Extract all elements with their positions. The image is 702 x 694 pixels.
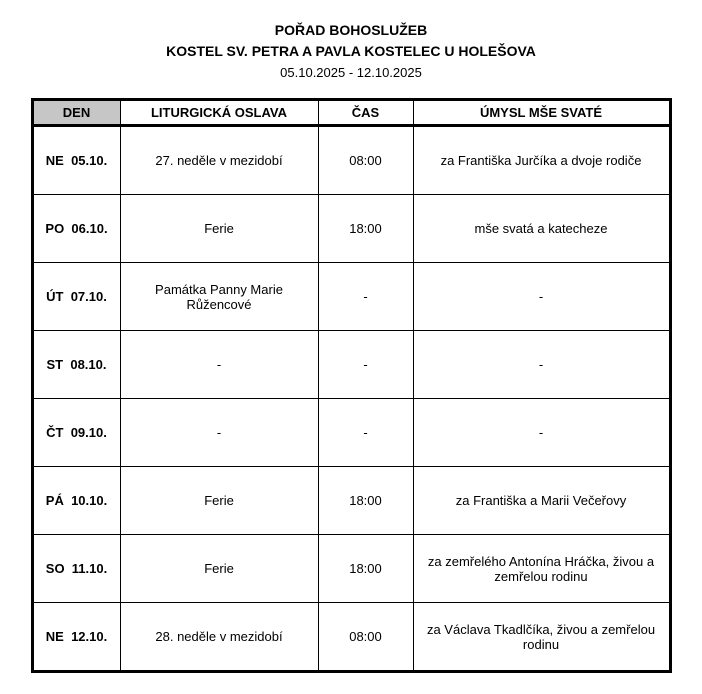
page-subtitle: KOSTEL SV. PETRA A PAVLA KOSTELEC U HOLEŠOVA bbox=[166, 43, 536, 59]
cell-celebration: Památka Panny Marie Růžencové bbox=[120, 263, 318, 331]
cell-intention: za zemřelého Antonína Hráčka, živou a zemřelou rodinu bbox=[413, 535, 670, 603]
header-row bbox=[32, 100, 670, 126]
cell-intention: - bbox=[413, 263, 670, 331]
cell-celebration: - bbox=[120, 399, 318, 467]
date-range: 05.10.2025 - 12.10.2025 bbox=[280, 65, 422, 80]
cell-day: PÁ 10.10. bbox=[32, 467, 120, 535]
cell-intention: - bbox=[413, 331, 670, 399]
table-row bbox=[32, 331, 670, 399]
cell-time: - bbox=[318, 399, 413, 467]
cell-intention: mše svatá a katecheze bbox=[413, 195, 670, 263]
col-header-celebration: LITURGICKÁ OSLAVA bbox=[120, 100, 318, 126]
cell-day: ÚT 07.10. bbox=[32, 263, 120, 331]
cell-day: PO 06.10. bbox=[32, 195, 120, 263]
table-row bbox=[32, 535, 670, 603]
cell-time: 18:00 bbox=[318, 195, 413, 263]
cell-intention: za Václava Tkadlčíka, živou a zemřelou rodinu bbox=[413, 603, 670, 672]
col-header-intention: ÚMYSL MŠE SVATÉ bbox=[413, 100, 670, 126]
cell-time: 08:00 bbox=[318, 603, 413, 672]
cell-time: 18:00 bbox=[318, 535, 413, 603]
document-header bbox=[0, 20, 702, 83]
table-row bbox=[32, 195, 670, 263]
col-header-time: ČAS bbox=[318, 100, 413, 126]
cell-celebration: 27. neděle v mezidobí bbox=[120, 126, 318, 195]
cell-celebration: 28. neděle v mezidobí bbox=[120, 603, 318, 672]
schedule-table bbox=[31, 98, 672, 673]
cell-celebration: Ferie bbox=[120, 467, 318, 535]
cell-celebration: - bbox=[120, 331, 318, 399]
col-header-day: DEN bbox=[32, 100, 120, 126]
table-row bbox=[32, 126, 670, 195]
page-title: POŘAD BOHOSLUŽEB bbox=[274, 22, 428, 38]
cell-celebration: Ferie bbox=[120, 195, 318, 263]
cell-intention: za Františka a Marii Večeřovy bbox=[413, 467, 670, 535]
cell-day: SO 11.10. bbox=[32, 535, 120, 603]
cell-time: - bbox=[318, 331, 413, 399]
cell-intention: za Františka Jurčíka a dvoje rodiče bbox=[413, 126, 670, 195]
cell-intention: - bbox=[413, 399, 670, 467]
cell-day: NE 12.10. bbox=[32, 603, 120, 672]
cell-time: 08:00 bbox=[318, 126, 413, 195]
cell-day: ČT 09.10. bbox=[32, 399, 120, 467]
cell-time: - bbox=[318, 263, 413, 331]
table-row bbox=[32, 467, 670, 535]
table-row bbox=[32, 603, 670, 672]
table-row bbox=[32, 263, 670, 331]
cell-day: NE 05.10. bbox=[32, 126, 120, 195]
table-row bbox=[32, 399, 670, 467]
cell-celebration: Ferie bbox=[120, 535, 318, 603]
cell-time: 18:00 bbox=[318, 467, 413, 535]
cell-day: ST 08.10. bbox=[32, 331, 120, 399]
